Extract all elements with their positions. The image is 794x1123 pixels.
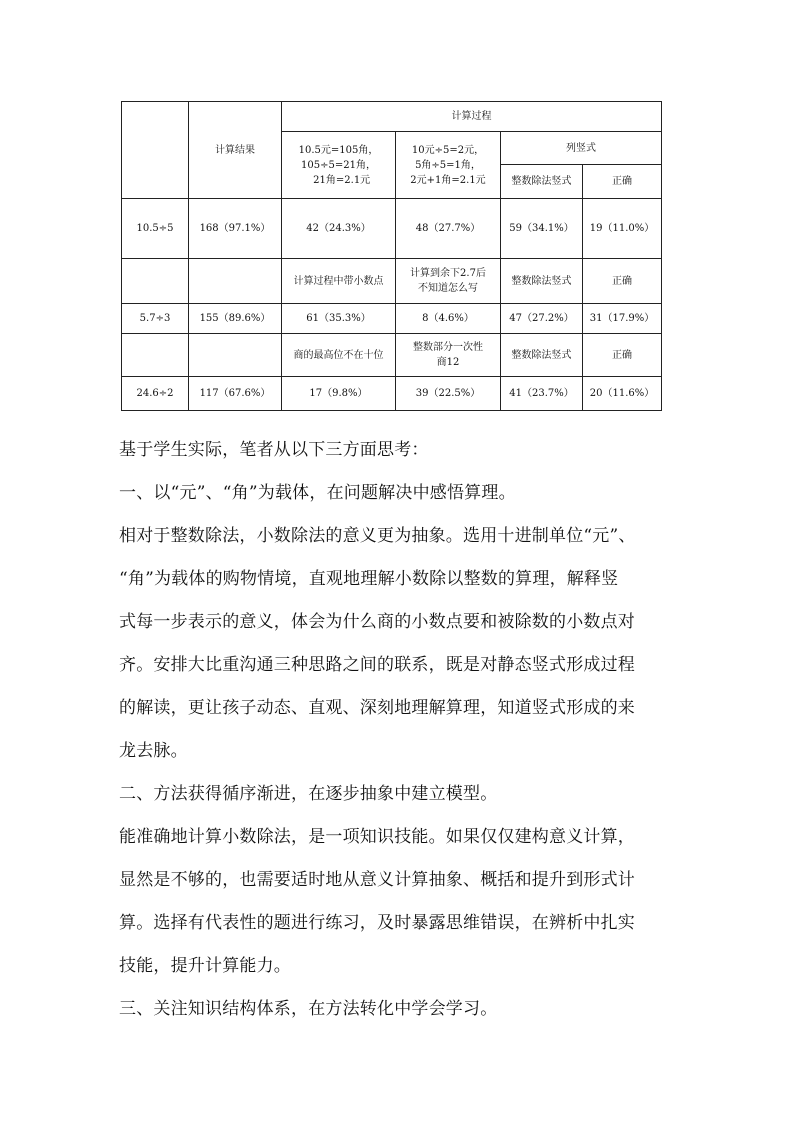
empty-cell — [189, 259, 282, 304]
sub-header-method1: 商的最高位不在十位 — [282, 334, 396, 377]
section-heading-1: 一、以“元”、“角”为载体，在问题解决中感悟算理。 — [119, 483, 516, 503]
table-row — [122, 304, 662, 334]
row-method1: 17（9.8%） — [282, 377, 396, 411]
sub-header-int-div: 整数除法竖式 — [501, 334, 583, 377]
row-expression: 10.5÷5 — [122, 199, 189, 259]
row-correct: 31（17.9%） — [583, 304, 662, 334]
paragraph-line: 式每一步表示的意义，体会为什么商的小数点要和被除数的小数点对 — [119, 612, 635, 632]
paragraph-line: 能准确地计算小数除法，是一项知识技能。如果仅仅建构意义计算， — [119, 827, 635, 847]
row-method1: 61（35.3%） — [282, 304, 396, 334]
sub-header-correct: 正确 — [583, 259, 662, 304]
sub-header-int-div: 整数除法竖式 — [501, 259, 583, 304]
paragraph-line: “角”为载体的购物情境，直观地理解小数除以整数的算理，解释竖 — [119, 569, 619, 589]
header-result: 计算结果 — [189, 102, 282, 199]
row-int-div: 47（27.2%） — [501, 304, 583, 334]
header-vertical: 列竖式 — [501, 132, 662, 165]
empty-cell — [122, 259, 189, 304]
header-method-yuan-jiao: 10.5元=105角， 105÷5=21角， 21角=2.1元 — [282, 132, 396, 199]
paragraph-line: 齐。安排大比重沟通三种思路之间的联系，既是对静态竖式形成过程 — [119, 655, 635, 675]
section-heading-3: 三、关注知识结构体系，在方法转化中学会学习。 — [119, 999, 498, 1019]
row-int-div: 41（23.7%） — [501, 377, 583, 411]
section-heading-2: 二、方法获得循序渐进，在逐步抽象中建立模型。 — [119, 784, 498, 804]
statistics-table — [121, 101, 662, 411]
paragraph-line: 技能，提升计算能力。 — [119, 956, 291, 976]
table-subheader-row — [122, 334, 662, 377]
header-int-div: 整数除法竖式 — [501, 165, 583, 199]
row-int-div: 59（34.1%） — [501, 199, 583, 259]
row-expression: 5.7÷3 — [122, 304, 189, 334]
table-row — [122, 377, 662, 411]
sub-header-correct: 正确 — [583, 334, 662, 377]
row-expression: 24.6÷2 — [122, 377, 189, 411]
row-method2: 39（22.5%） — [396, 377, 501, 411]
row-result: 117（67.6%） — [189, 377, 282, 411]
row-method2: 48（27.7%） — [396, 199, 501, 259]
corner-cell — [122, 102, 189, 199]
row-method2: 8（4.6%） — [396, 304, 501, 334]
row-result: 155（89.6%） — [189, 304, 282, 334]
empty-cell — [189, 334, 282, 377]
intro-line: 基于学生实际，笔者从以下三方面思考： — [119, 440, 429, 460]
header-method-split: 10元÷5=2元， 5角÷5=1角， 2元+1角=2.1元 — [396, 132, 501, 199]
sub-header-method2: 整数部分一次性 商12 — [396, 334, 501, 377]
sub-header-method1: 计算过程中带小数点 — [282, 259, 396, 304]
header-correct: 正确 — [583, 165, 662, 199]
sub-header-method2: 计算到余下2.7后 不知道怎么写 — [396, 259, 501, 304]
paragraph-line: 的解读，更让孩子动态、直观、深刻地理解算理，知道竖式形成的来 — [119, 698, 635, 718]
paragraph-line: 算。选择有代表性的题进行练习，及时暴露思维错误，在辨析中扎实 — [119, 913, 635, 933]
row-correct: 20（11.6%） — [583, 377, 662, 411]
row-correct: 19（11.0%） — [583, 199, 662, 259]
table-row — [122, 199, 662, 259]
paragraph-line: 相对于整数除法，小数除法的意义更为抽象。选用十进制单位“元”、 — [119, 526, 636, 546]
table-subheader-row — [122, 259, 662, 304]
row-result: 168（97.1%） — [189, 199, 282, 259]
paragraph-line: 龙去脉。 — [119, 741, 188, 761]
empty-cell — [122, 334, 189, 377]
row-method1: 42（24.3%） — [282, 199, 396, 259]
paragraph-line: 显然是不够的，也需要适时地从意义计算抽象、概括和提升到形式计 — [119, 870, 635, 890]
header-process: 计算过程 — [282, 102, 662, 132]
